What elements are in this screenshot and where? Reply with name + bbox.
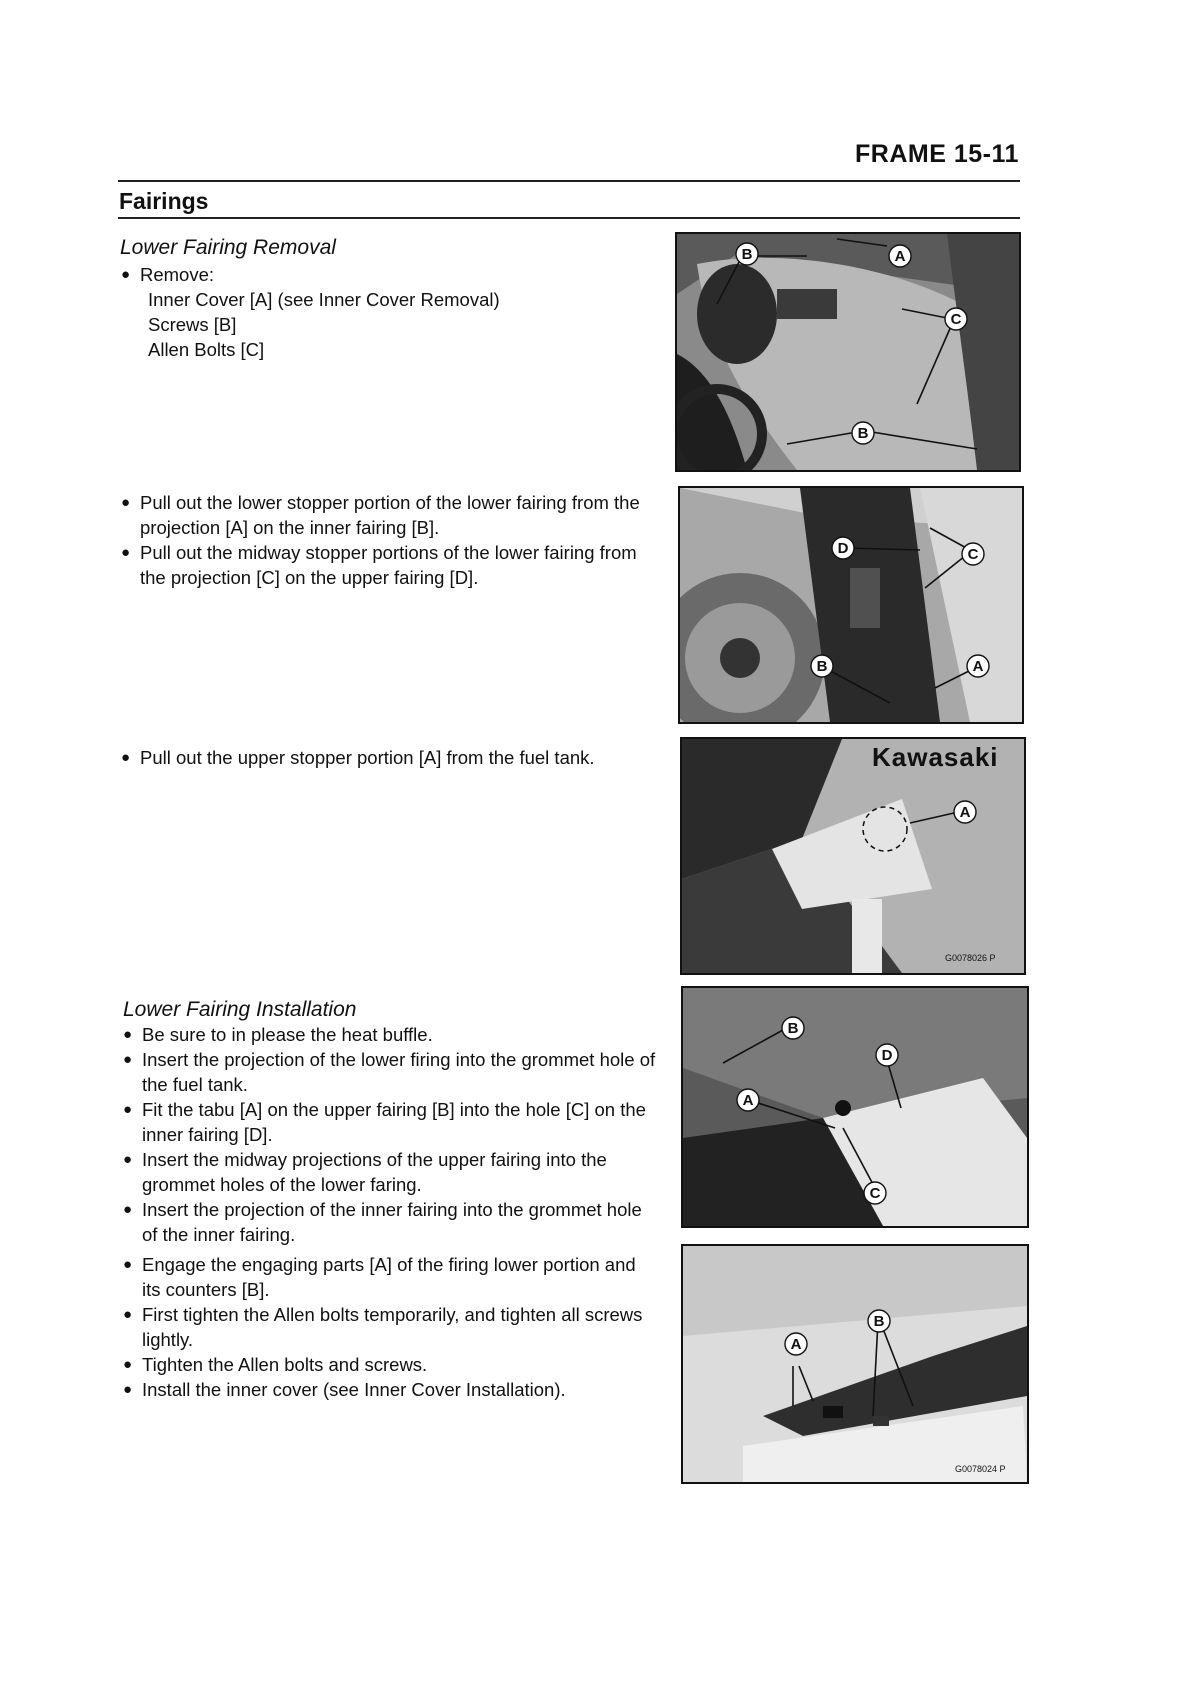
svg-text:B: B bbox=[741, 246, 753, 263]
svg-text:A: A bbox=[742, 1092, 754, 1109]
callout-c bbox=[945, 308, 967, 330]
brand-logo: Kawasaki bbox=[872, 742, 999, 772]
photo-stopper-projection bbox=[678, 486, 1024, 724]
step-item: ● Engage the engaging parts [A] of the firing lower portion and its counters [B]. bbox=[123, 1252, 658, 1302]
svg-text:A: A bbox=[790, 1336, 802, 1353]
step-item: ● Insert the projection of the lower firing into the grommet hole of the fuel tank. bbox=[123, 1047, 658, 1097]
step-item: ● Install the inner cover (see Inner Cover Installation). bbox=[123, 1377, 658, 1402]
callout-a bbox=[954, 801, 976, 823]
callout-c bbox=[962, 543, 984, 565]
step-item: ● Insert the projection of the inner fairing into the grommet hole of the inner fairing. bbox=[123, 1197, 658, 1247]
svg-text:A: A bbox=[972, 658, 984, 675]
removal-block-3 bbox=[121, 745, 656, 770]
remove-item: Screws [B] bbox=[148, 314, 237, 335]
callout-b bbox=[852, 422, 874, 444]
callout-a bbox=[889, 245, 911, 267]
photo-engaging-parts bbox=[681, 1244, 1029, 1484]
removal-title: Lower Fairing Removal bbox=[120, 236, 336, 259]
removal-block-1 bbox=[121, 262, 661, 362]
section-rule bbox=[118, 217, 1020, 219]
step-item: ● Pull out the upper stopper portion [A] from the fuel tank. bbox=[121, 745, 656, 770]
callout-d bbox=[832, 537, 854, 559]
remove-item: Inner Cover [A] (see Inner Cover Removal) bbox=[148, 289, 500, 310]
step-item: ● Fit the tabu [A] on the upper fairing [B] into the hole [C] on the inner fairing [D]. bbox=[123, 1097, 658, 1147]
callout-a bbox=[967, 655, 989, 677]
step-item: ● Insert the midway projections of the upper fairing into the grommet holes of the lower faring. bbox=[123, 1147, 658, 1197]
svg-text:B: B bbox=[873, 1313, 885, 1330]
callout-b bbox=[736, 243, 758, 265]
svg-text:D: D bbox=[881, 1047, 893, 1064]
installation-block-1 bbox=[123, 1022, 658, 1247]
svg-text:D: D bbox=[837, 540, 849, 557]
step-item: ● Be sure to in please the heat buffle. bbox=[123, 1022, 658, 1047]
removal-block-2 bbox=[121, 490, 656, 590]
callout-b bbox=[868, 1310, 890, 1332]
page-header: FRAME 15-11 bbox=[855, 140, 1019, 168]
svg-text:A: A bbox=[894, 248, 906, 265]
photo-code: G0078026 P bbox=[945, 953, 996, 963]
installation-title: Lower Fairing Installation bbox=[123, 998, 357, 1021]
section-title: Fairings bbox=[119, 188, 209, 214]
callout-a bbox=[785, 1333, 807, 1355]
svg-text:C: C bbox=[950, 311, 962, 328]
remove-item: Allen Bolts [C] bbox=[148, 339, 265, 360]
step-item: ● Tighten the Allen bolts and screws. bbox=[123, 1352, 658, 1377]
photo-tab-installation bbox=[681, 986, 1029, 1228]
callout-b bbox=[782, 1017, 804, 1039]
svg-text:C: C bbox=[967, 546, 979, 563]
svg-text:A: A bbox=[959, 804, 971, 821]
step-item: ● First tighten the Allen bolts temporarily, and tighten all screws lightly. bbox=[123, 1302, 658, 1352]
step-item: ● Pull out the midway stopper portions of the lower fairing from the projection [C] on the upper fairing [D]. bbox=[121, 540, 656, 590]
callout-d bbox=[876, 1044, 898, 1066]
step-item: ● Pull out the lower stopper portion of the lower fairing from the projection [A] on the inner fairing [B]. bbox=[121, 490, 656, 540]
callout-a bbox=[737, 1089, 759, 1111]
callout-c bbox=[864, 1182, 886, 1204]
remove-label: ● Remove: bbox=[121, 262, 661, 287]
svg-text:B: B bbox=[857, 425, 869, 442]
svg-text:B: B bbox=[787, 1020, 799, 1037]
header-rule bbox=[118, 180, 1020, 182]
photo-fairing-screws bbox=[675, 232, 1021, 472]
callout-b bbox=[811, 655, 833, 677]
svg-text:C: C bbox=[869, 1185, 881, 1202]
svg-text:B: B bbox=[816, 658, 828, 675]
photo-code: G0078024 P bbox=[955, 1464, 1006, 1474]
installation-block-2 bbox=[123, 1252, 658, 1402]
